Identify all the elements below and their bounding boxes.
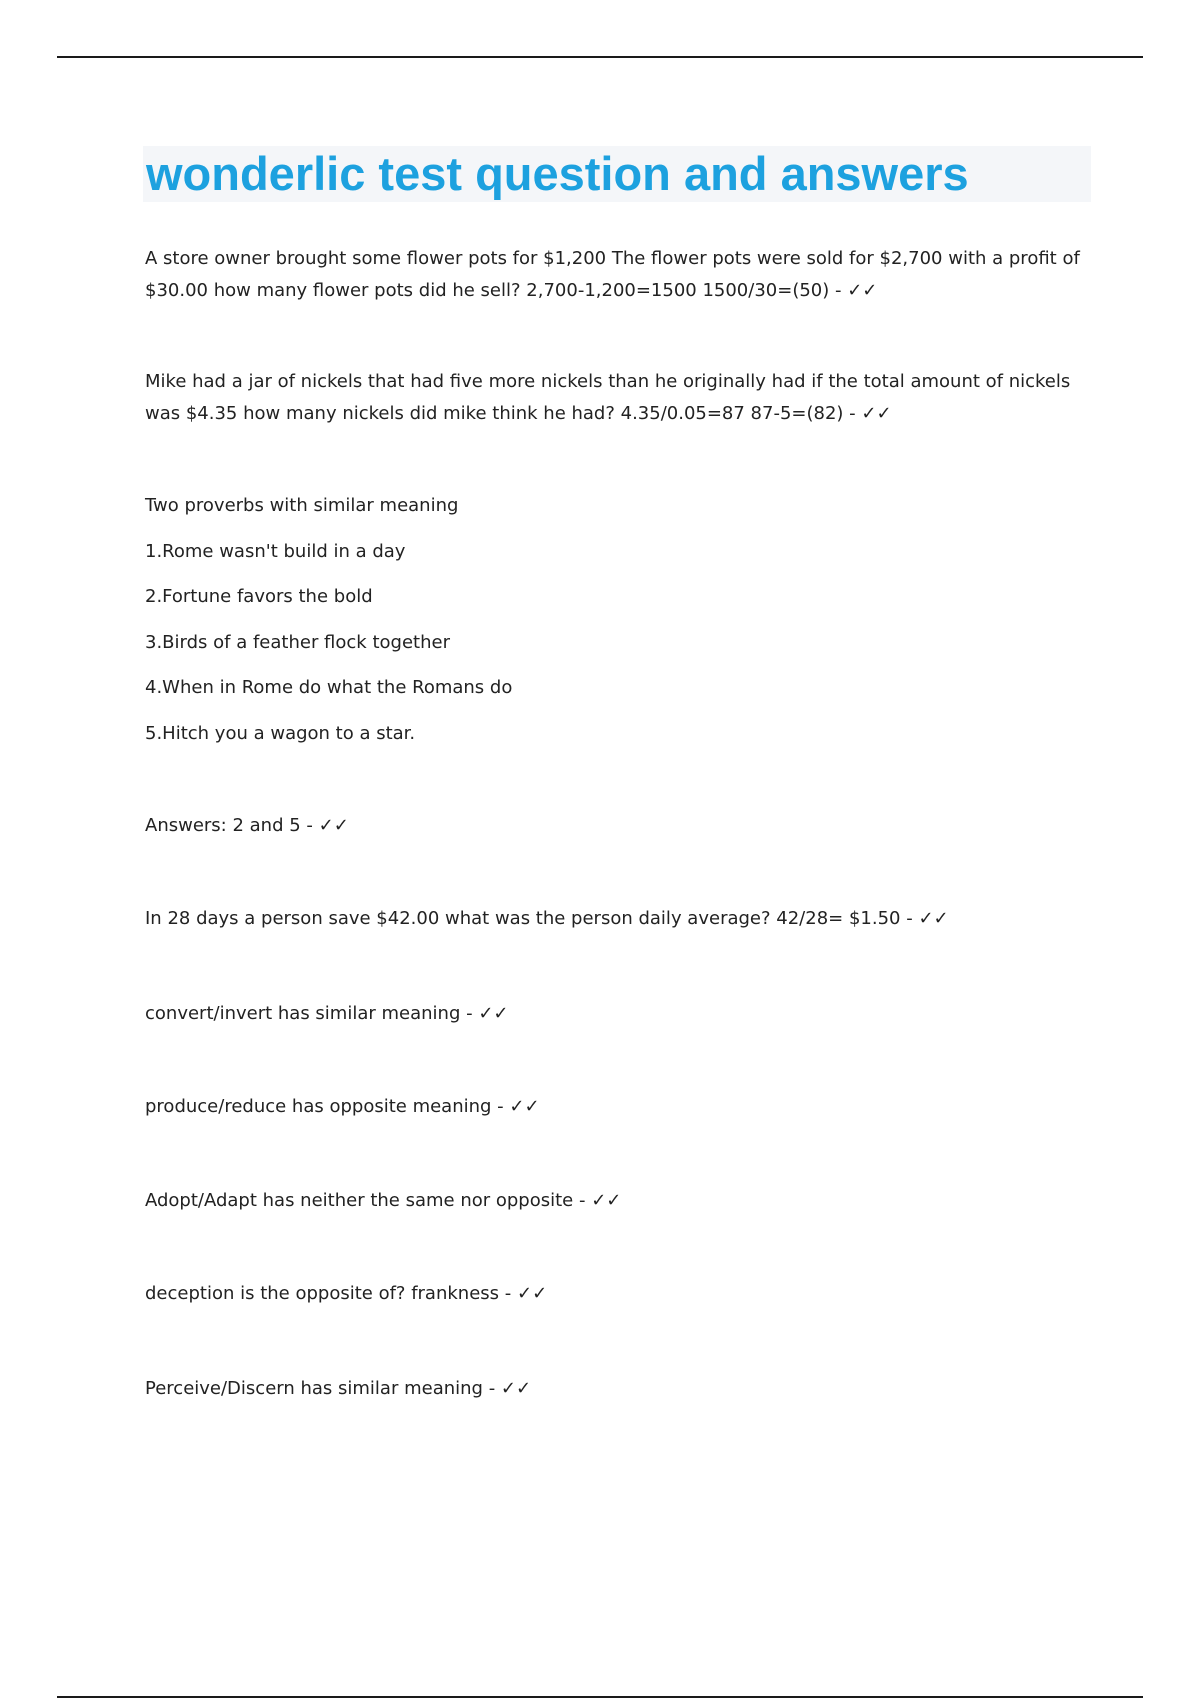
check-marks-icon: ✓✓ [509,1096,540,1117]
question-nickels [145,366,1095,430]
question-line-with-answer: was $4.35 how many nickels did mike think he had? 4.35/0.05=87 87-5=(82) - ✓✓ [145,403,892,424]
check-marks-icon: ✓✓ [516,1283,548,1304]
check-marks-icon: ✓✓ [318,815,349,836]
check-marks-icon: ✓✓ [500,1378,532,1399]
top-rule [57,56,1143,58]
question-convert-invert: convert/invert has similar meaning - ✓✓ [145,1003,509,1024]
proverbs-answer: Answers: 2 and 5 - ✓✓ [145,815,349,836]
proverb-item: 1.Rome wasn't build in a day [145,541,406,562]
question-adopt-adapt: Adopt/Adapt has neither the same nor opposite - ✓✓ [145,1190,622,1211]
check-marks-icon: ✓✓ [591,1190,622,1211]
proverbs-heading: Two proverbs with similar meaning [145,495,459,516]
proverb-item: 5.Hitch you a wagon to a star. [145,723,416,744]
page-title: wonderlic test question and answers [146,147,969,200]
check-marks-icon: ✓✓ [861,403,892,424]
proverb-item: 4.When in Rome do what the Romans do [145,677,513,698]
question-produce-reduce: produce/reduce has opposite meaning - ✓✓ [145,1096,540,1117]
check-marks-icon: ✓✓ [918,908,949,929]
check-marks-icon: ✓✓ [847,280,878,301]
question-deception: deception is the opposite of? frankness - ✓✓ [145,1283,548,1304]
question-line: Mike had a jar of nickels that had five more nickels than he originally had if the total amount of nickels [145,371,1071,392]
question-perceive-discern: Perceive/Discern has similar meaning - ✓✓ [145,1378,532,1399]
proverb-item: 2.Fortune favors the bold [145,586,373,607]
question-flower-pots [145,243,1095,307]
question-line: A store owner brought some flower pots for $1,200 The flower pots were sold for $2,700 with a profit of [145,248,1080,269]
bottom-rule [57,1696,1143,1698]
check-marks-icon: ✓✓ [478,1003,509,1024]
question-daily-average: In 28 days a person save $42.00 what was the person daily average? 42/28= $1.50 - ✓✓ [145,908,949,929]
question-line-with-answer: $30.00 how many flower pots did he sell? 2,700-1,200=1500 1500/30=(50) - ✓✓ [145,280,878,301]
proverb-item: 3.Birds of a feather flock together [145,632,450,653]
